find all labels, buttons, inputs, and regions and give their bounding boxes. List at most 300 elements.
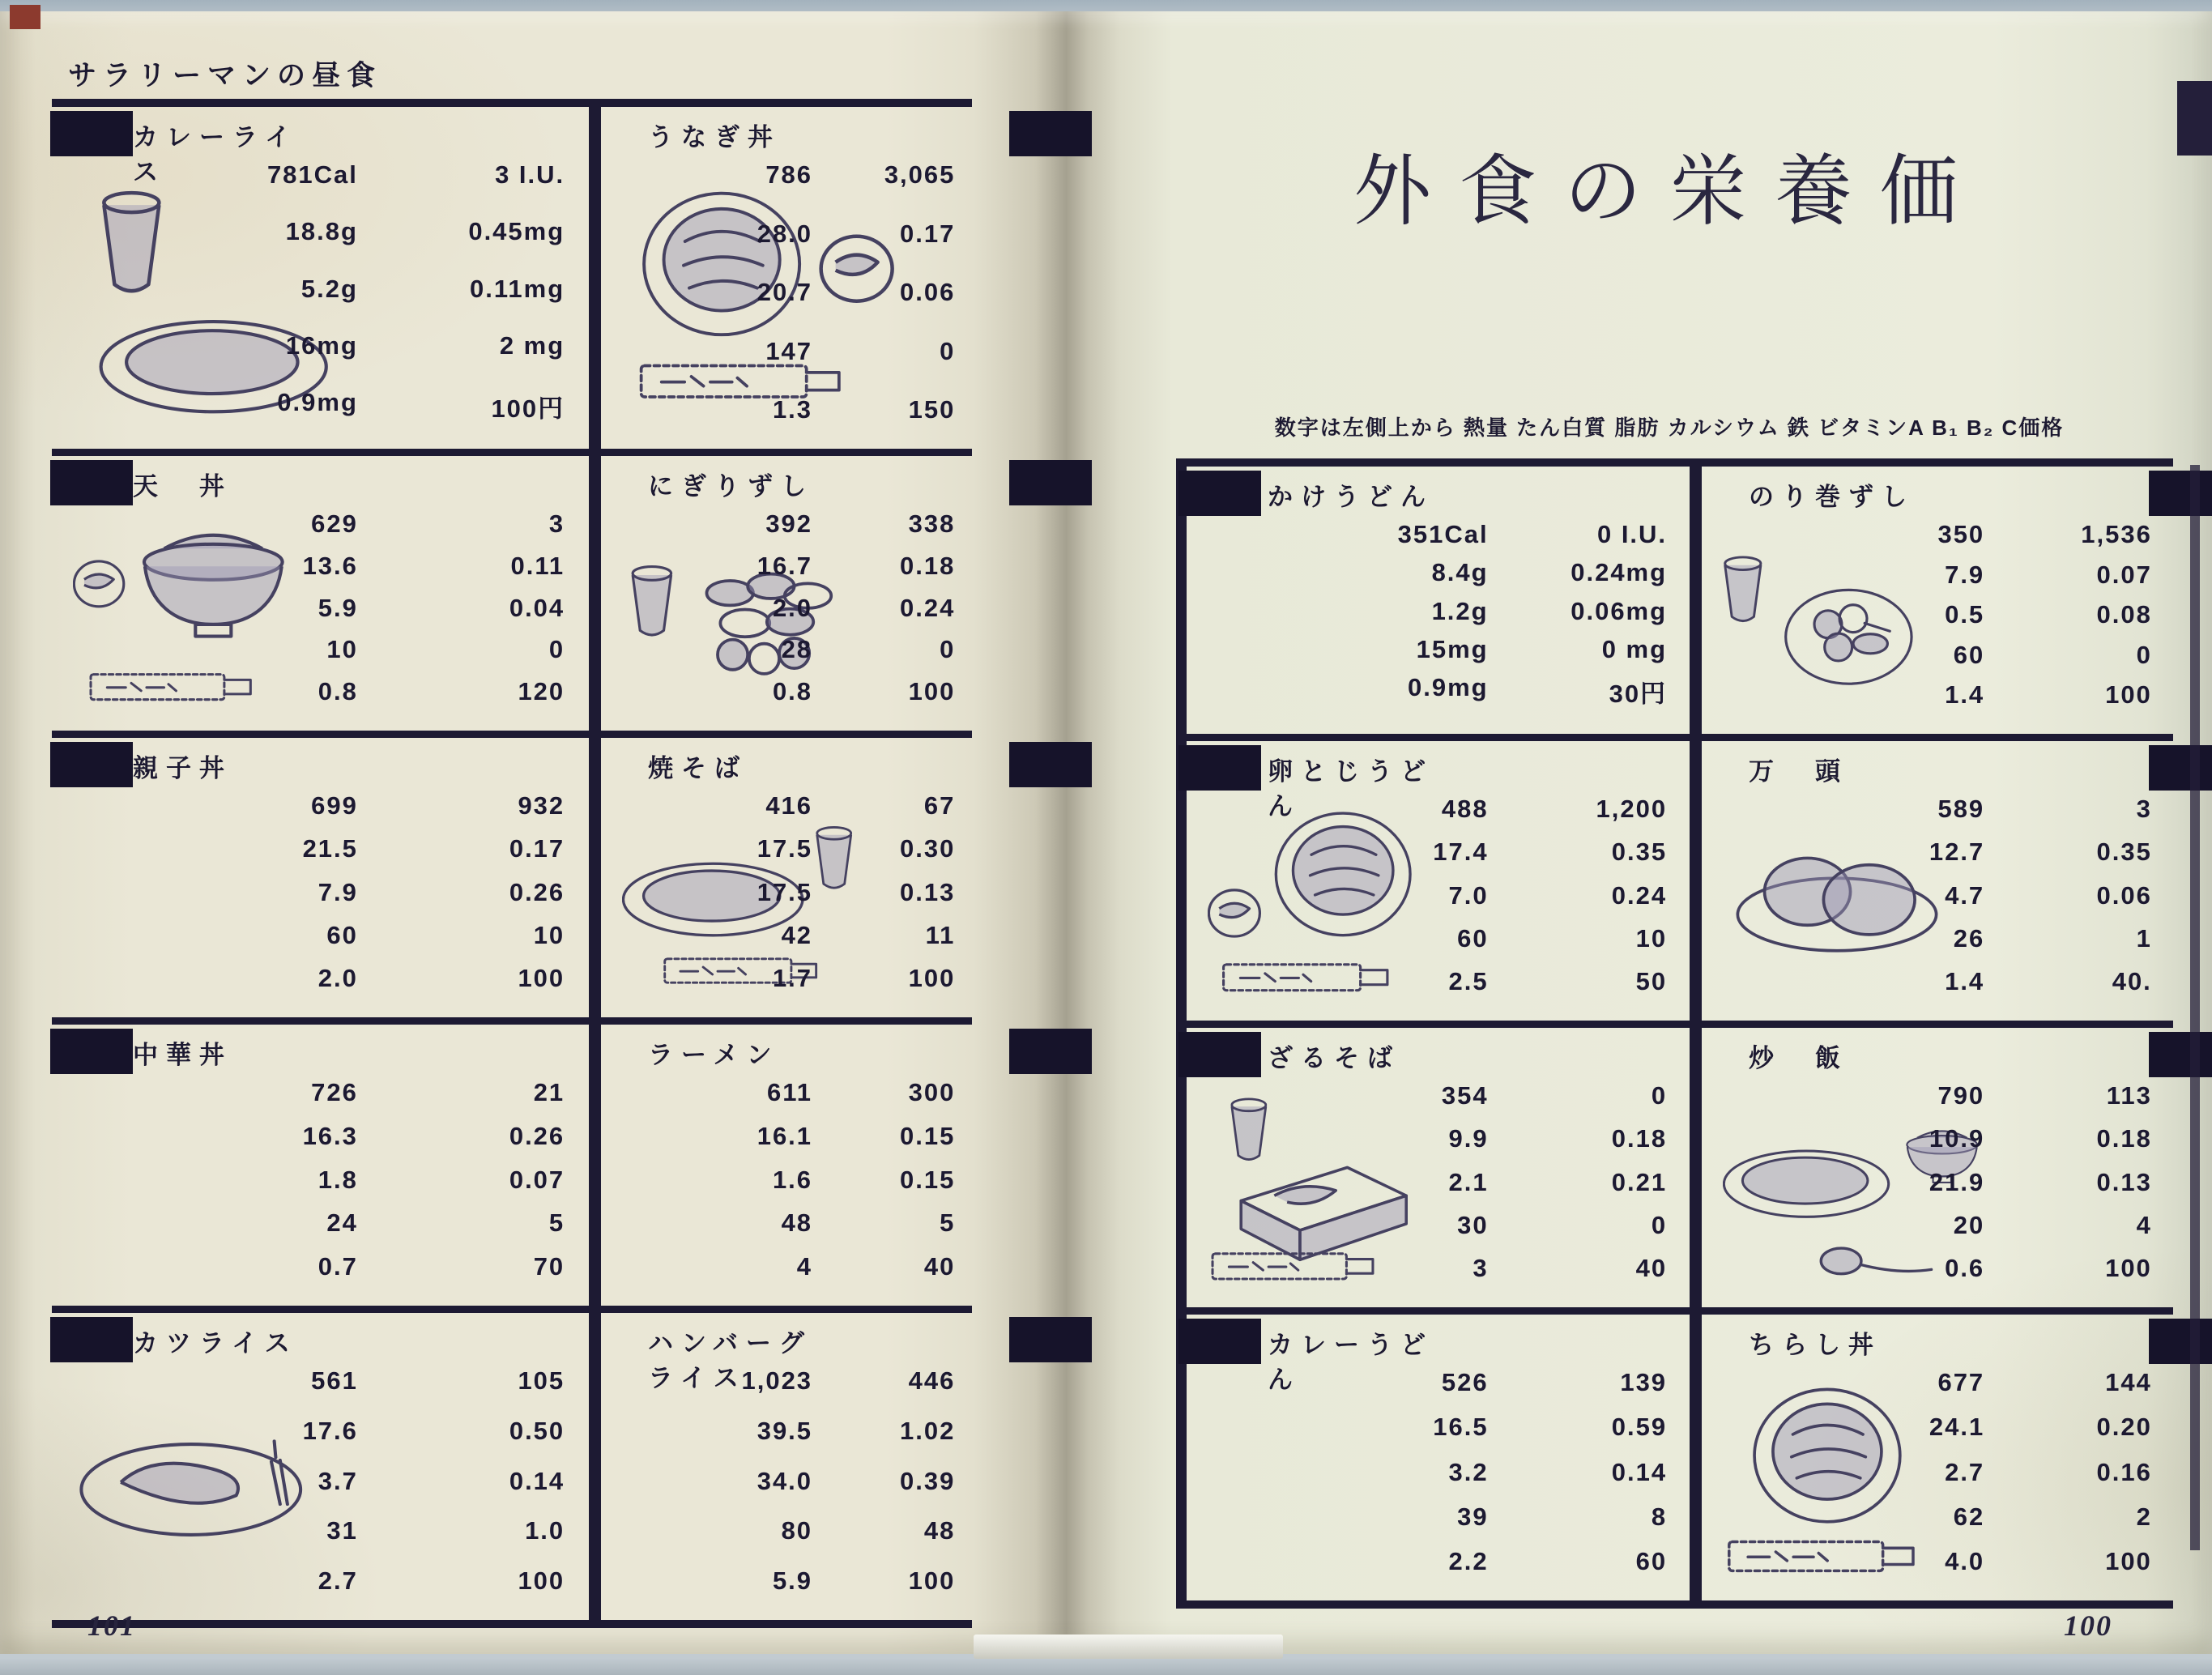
value-left: 18.8g (285, 217, 358, 246)
value-right: 932 (518, 791, 565, 820)
value-right: 40 (1635, 1254, 1668, 1282)
dish-cell (52, 107, 601, 449)
dish-name: カレーライス (133, 123, 299, 187)
value-left: 1.4 (1945, 967, 1985, 995)
value-row (601, 1252, 972, 1281)
value-row (52, 1208, 589, 1238)
value-row (601, 1166, 972, 1195)
value-left: 2.0 (772, 593, 813, 622)
value-row (52, 964, 589, 993)
value-right: 113 (2106, 1081, 2152, 1110)
value-left: 0.9mg (1407, 673, 1489, 701)
value-row (52, 791, 589, 820)
dish-cell (1187, 467, 1702, 734)
value-row (52, 388, 589, 424)
value-right: 100 (518, 964, 565, 992)
value-row (1702, 1211, 2173, 1240)
value-left: 2.7 (318, 1566, 358, 1595)
value-right: 100 (2105, 680, 2152, 709)
value-right: 1,200 (1596, 795, 1668, 823)
value-right: 0.15 (900, 1165, 956, 1194)
value-right: 0.17 (509, 834, 565, 863)
value-right: 0 mg (1601, 634, 1668, 663)
page-edge-mark (2190, 465, 2200, 1550)
value-row (1187, 673, 1690, 710)
value-row (1187, 838, 1690, 867)
nutrition-values (52, 1366, 589, 1596)
value-row (52, 331, 589, 360)
value-row (1187, 1413, 1690, 1442)
value-left: 699 (311, 791, 358, 820)
value-right: 0 (2136, 640, 2152, 669)
value-right: 0.18 (900, 551, 956, 580)
value-left: 2.7 (1945, 1457, 1985, 1486)
dish-cell (1702, 734, 2173, 1021)
value-left: 4.7 (1945, 880, 1985, 910)
page-edge-mark (10, 5, 40, 29)
value-left: 48 (781, 1208, 813, 1238)
value-left: 42 (781, 920, 813, 949)
value-row (1702, 1547, 2173, 1576)
value-left: 351Cal (1397, 520, 1489, 548)
value-right: 70 (533, 1252, 565, 1281)
value-left: 0.8 (772, 677, 813, 705)
value-left: 2.5 (1448, 967, 1489, 995)
value-right: 60 (1635, 1547, 1668, 1575)
dish-cell (1187, 1307, 1702, 1600)
corner-registration-mark (50, 1317, 133, 1362)
dish-cell (601, 1306, 972, 1620)
value-left: 17.6 (302, 1416, 358, 1445)
value-row (52, 160, 589, 190)
value-row (52, 1122, 589, 1151)
value-left: 31 (326, 1516, 358, 1545)
dish-name: 卵とじうどん (1268, 757, 1434, 821)
value-right: 0.21 (1611, 1167, 1668, 1196)
corner-registration-mark (1178, 1319, 1261, 1364)
corner-registration-mark (1178, 471, 1261, 516)
value-row (52, 1467, 589, 1496)
value-right: 5 (548, 1208, 565, 1238)
value-left: 5.2g (300, 274, 358, 303)
open-book (0, 11, 2212, 1654)
corner-registration-mark (2149, 1319, 2212, 1364)
value-left: 2.2 (1448, 1547, 1489, 1575)
value-left: 24 (326, 1208, 358, 1238)
value-right: 3 (2136, 795, 2152, 823)
value-left: 589 (1937, 795, 1985, 823)
dish-name: カレーうどん (1268, 1331, 1434, 1395)
value-right: 100 (518, 1566, 565, 1595)
value-row (1702, 967, 2173, 996)
value-row (1702, 641, 2173, 670)
value-left: 15mg (1416, 634, 1489, 663)
value-right: 50 (1635, 967, 1668, 995)
dish-cell (1187, 734, 1702, 1021)
value-right: 100 (2105, 1547, 2152, 1575)
value-row (601, 1208, 972, 1238)
value-left: 1.2g (1431, 596, 1489, 625)
value-row (601, 160, 972, 190)
value-right: 105 (518, 1366, 565, 1395)
nutrition-values (1187, 795, 1690, 996)
value-right: 144 (2105, 1368, 2152, 1396)
value-row (52, 878, 589, 907)
dish-name: 焼そば (648, 754, 748, 782)
nutrition-values (1702, 795, 2173, 996)
value-right: 11 (925, 920, 956, 949)
dish-name: ハンバーグライス (648, 1329, 812, 1393)
value-left: 20 (1953, 1210, 1985, 1239)
value-right: 3 I.U. (495, 160, 565, 189)
value-row (601, 878, 972, 907)
corner-registration-mark (1178, 745, 1261, 791)
value-left: 16.5 (1433, 1413, 1489, 1442)
value-right: 1.02 (900, 1416, 956, 1445)
value-left: 790 (1937, 1081, 1985, 1110)
value-left: 392 (765, 509, 813, 538)
value-row (601, 1366, 972, 1396)
value-row (52, 217, 589, 246)
value-left: 4.0 (1945, 1547, 1985, 1575)
value-row (1187, 520, 1690, 549)
value-right: 0.26 (509, 1121, 565, 1150)
value-left: 629 (311, 509, 358, 538)
dish-name: のり巻ずし (1749, 483, 1915, 511)
value-right: 139 (1620, 1368, 1668, 1396)
dish-cell (601, 1017, 972, 1306)
corner-registration-mark (50, 460, 133, 505)
corner-registration-mark (1178, 1032, 1261, 1077)
value-left: 16.1 (757, 1121, 813, 1150)
value-left: 5.9 (772, 1566, 813, 1595)
value-right: 0.24mg (1571, 558, 1668, 587)
nutrition-values (1702, 1081, 2173, 1283)
dish-name: 炒 飯 (1749, 1044, 1848, 1072)
value-row (1702, 1081, 2173, 1110)
value-row (52, 635, 589, 664)
value-left: 781Cal (266, 160, 358, 189)
value-right: 0 I.U. (1596, 520, 1668, 548)
value-right: 0.24 (900, 593, 956, 622)
value-right: 100 (908, 964, 956, 992)
value-left: 17.4 (1433, 838, 1489, 867)
value-left: 1,023 (741, 1366, 813, 1395)
value-left: 20.7 (757, 278, 813, 306)
value-left: 39 (1457, 1502, 1489, 1531)
value-row (1702, 680, 2173, 710)
corner-registration-mark (2149, 1032, 2212, 1077)
value-left: 611 (767, 1078, 813, 1106)
dish-name: 中華丼 (133, 1041, 232, 1069)
value-row (1702, 1458, 2173, 1487)
value-right: 0.30 (900, 834, 956, 863)
value-left: 16mg (285, 330, 358, 360)
value-left: 561 (311, 1366, 358, 1395)
value-left: 1.7 (772, 964, 813, 992)
dish-cell (1702, 1307, 2173, 1600)
value-left: 1.8 (318, 1165, 358, 1194)
value-row (1702, 924, 2173, 953)
nutrition-values (1187, 520, 1690, 710)
value-row (1187, 1124, 1690, 1153)
value-right: 48 (923, 1516, 956, 1545)
value-left: 28 (781, 635, 813, 664)
value-row (1187, 1168, 1690, 1197)
value-right: 21 (533, 1078, 565, 1106)
dish-cell (1702, 467, 2173, 734)
value-left: 60 (1457, 923, 1489, 953)
corner-registration-mark (2149, 745, 2212, 791)
nutrition-values (601, 160, 972, 424)
value-row (1187, 635, 1690, 664)
value-row (601, 395, 972, 424)
value-row (1702, 838, 2173, 867)
value-left: 488 (1441, 795, 1489, 823)
value-row (601, 964, 972, 993)
page-edge-mark (2177, 81, 2212, 156)
value-row (601, 1417, 972, 1446)
dish-name: 親子丼 (133, 754, 232, 782)
value-right: 40. (2112, 967, 2152, 995)
value-row (52, 1078, 589, 1107)
value-row (1187, 924, 1690, 953)
nutrition-values (601, 791, 972, 993)
legend-note: 数字は左側上から 熱量 たん白質 脂肪 カルシウム 鉄 ビタミンA B₁ B₂ C価格 (1274, 416, 2065, 440)
value-right: 10 (1635, 923, 1668, 953)
value-row (601, 509, 972, 539)
nutrition-values (1187, 1081, 1690, 1283)
dish-name: カツライス (133, 1329, 298, 1357)
value-right: 0 (548, 635, 565, 664)
value-left: 80 (781, 1516, 813, 1545)
value-right: 0.24 (1611, 880, 1668, 910)
value-left: 16.3 (302, 1121, 358, 1150)
corner-registration-mark (1009, 460, 1092, 505)
left-page-header: サラリーマンの昼食 (68, 60, 382, 92)
value-right: 0.13 (900, 877, 956, 906)
dish-cell (1702, 1021, 2173, 1307)
value-left: 1.6 (772, 1165, 813, 1194)
value-left: 3.7 (318, 1466, 358, 1495)
value-row (601, 834, 972, 863)
value-row (1187, 1502, 1690, 1532)
value-left: 17.5 (757, 877, 813, 906)
value-right: 0 (940, 635, 956, 664)
dish-name: 天 丼 (133, 472, 232, 501)
value-row (601, 552, 972, 581)
value-right: 0.18 (2096, 1124, 2152, 1153)
value-right: 0.16 (2096, 1457, 2152, 1486)
value-right: 0.15 (900, 1121, 956, 1150)
value-left: 60 (326, 920, 358, 949)
value-row (52, 275, 589, 304)
value-row (52, 552, 589, 581)
value-left: 726 (311, 1078, 358, 1106)
value-right: 10 (533, 920, 565, 949)
value-right: 0.20 (2096, 1413, 2152, 1442)
value-right: 0.45mg (468, 217, 565, 246)
value-left: 8.4g (1431, 558, 1489, 587)
value-right: 0.06 (900, 278, 956, 306)
value-right: 120 (518, 677, 565, 705)
value-right: 67 (923, 791, 956, 820)
corner-registration-mark (1009, 1317, 1092, 1362)
value-row (601, 1078, 972, 1107)
value-row (1702, 1413, 2173, 1442)
value-right: 0.11 (510, 551, 565, 580)
value-left: 354 (1441, 1081, 1489, 1110)
value-row (52, 1366, 589, 1396)
value-right: 150 (908, 395, 956, 424)
value-row (52, 1166, 589, 1195)
value-right: 0.39 (900, 1466, 956, 1495)
value-right: 0 (940, 336, 956, 365)
value-left: 786 (765, 160, 813, 189)
value-row (601, 219, 972, 249)
value-left: 0.6 (1945, 1254, 1985, 1282)
value-row (52, 677, 589, 706)
value-right: 100 (908, 677, 956, 705)
value-right: 8 (1651, 1502, 1668, 1531)
value-right: 0 (1651, 1081, 1668, 1110)
value-left: 21.9 (1929, 1167, 1985, 1196)
dish-cell (601, 731, 972, 1017)
value-row (52, 509, 589, 539)
dish-name: にぎりずし (648, 472, 814, 501)
value-left: 350 (1937, 520, 1985, 548)
corner-registration-mark (50, 111, 133, 156)
value-row (52, 1516, 589, 1545)
value-row (1187, 1458, 1690, 1487)
value-left: 10 (326, 635, 358, 664)
nutrition-values (601, 1078, 972, 1281)
dish-cell (1187, 1021, 1702, 1307)
corner-registration-mark (50, 1029, 133, 1074)
value-left: 9.9 (1448, 1124, 1489, 1153)
value-left: 7.9 (1945, 560, 1985, 589)
value-row (1702, 1254, 2173, 1283)
value-right: 1,536 (2081, 520, 2152, 548)
value-row (1187, 795, 1690, 824)
value-row (1187, 1368, 1690, 1397)
value-row (52, 1252, 589, 1281)
value-right: 4 (2136, 1210, 2152, 1239)
dish-cell (52, 1306, 601, 1620)
page-title: 外食の栄養価 (1353, 148, 1985, 235)
value-row (52, 921, 589, 950)
value-row (601, 594, 972, 623)
value-row (1187, 1211, 1690, 1240)
value-right: 2 mg (499, 330, 565, 360)
value-left: 30 (1457, 1210, 1489, 1239)
value-row (1702, 560, 2173, 590)
value-left: 13.6 (302, 551, 358, 580)
value-row (1187, 881, 1690, 910)
dish-cell (601, 107, 972, 449)
dish-cell (601, 449, 972, 731)
value-left: 7.9 (318, 877, 358, 906)
value-left: 62 (1953, 1502, 1985, 1531)
value-left: 0.9mg (277, 388, 358, 416)
value-row (601, 635, 972, 664)
value-row (1702, 1168, 2173, 1197)
value-row (1702, 881, 2173, 910)
nutrition-values (601, 1366, 972, 1596)
value-row (1187, 597, 1690, 626)
value-right: 0.08 (2096, 600, 2152, 629)
value-right: 1 (2136, 923, 2152, 953)
value-right: 30円 (1609, 680, 1668, 708)
value-left: 1.4 (1945, 680, 1985, 709)
nutrition-values (601, 509, 972, 706)
value-left: 60 (1953, 640, 1985, 669)
value-row (1702, 600, 2173, 629)
value-right: 100 (2105, 1254, 2152, 1282)
value-row (601, 1122, 972, 1151)
value-row (52, 594, 589, 623)
value-left: 416 (765, 791, 813, 820)
nutrition-values (1702, 1368, 2173, 1576)
page-number-left: 101 (87, 1609, 136, 1642)
value-right: 0.35 (1611, 838, 1668, 867)
value-row (601, 337, 972, 366)
nutrition-values (52, 509, 589, 706)
value-right: 100 (908, 1566, 956, 1595)
corner-registration-mark (1009, 742, 1092, 787)
value-row (52, 834, 589, 863)
value-right: 0.14 (509, 1466, 565, 1495)
value-row (1702, 795, 2173, 824)
value-left: 17.5 (757, 834, 813, 863)
value-row (1702, 520, 2173, 549)
value-left: 0.7 (318, 1252, 358, 1281)
value-left: 0.8 (318, 677, 358, 705)
dish-name: ざるそば (1268, 1044, 1400, 1072)
nutrition-values (1702, 520, 2173, 710)
value-right: 1.0 (525, 1516, 565, 1545)
nutrition-values (52, 1078, 589, 1281)
page-number-right: 100 (2064, 1609, 2112, 1642)
dish-cell (52, 449, 601, 731)
value-row (601, 1566, 972, 1596)
value-right: 300 (908, 1078, 956, 1106)
value-left: 2.1 (1448, 1167, 1489, 1196)
nutrition-values (52, 160, 589, 424)
value-right: 0.11mg (470, 274, 565, 303)
value-row (601, 921, 972, 950)
value-left: 147 (765, 336, 813, 365)
value-right: 0.06 (2096, 880, 2152, 910)
value-right: 0.07 (2096, 560, 2152, 589)
corner-registration-mark (2149, 471, 2212, 516)
value-left: 28.0 (757, 219, 813, 248)
value-left: 12.7 (1929, 838, 1985, 867)
dish-cell (52, 1017, 601, 1306)
value-left: 26 (1953, 923, 1985, 953)
value-left: 10.9 (1929, 1124, 1985, 1153)
value-row (1187, 1081, 1690, 1110)
value-row (1702, 1502, 2173, 1532)
value-right: 5 (940, 1208, 956, 1238)
value-row (601, 1467, 972, 1496)
value-left: 1.3 (772, 395, 813, 424)
dish-cell (52, 731, 601, 1017)
value-right: 0.14 (1611, 1457, 1668, 1486)
value-row (1187, 1547, 1690, 1576)
dish-name: ちらし丼 (1749, 1331, 1882, 1359)
value-left: 24.1 (1929, 1413, 1985, 1442)
